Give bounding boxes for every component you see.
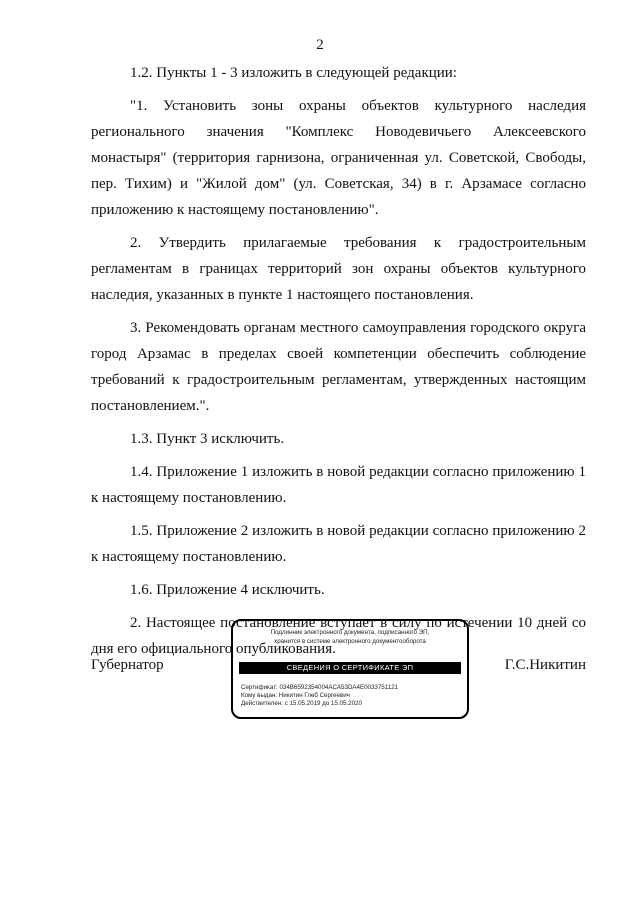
paragraph-item-1: "1. Установить зоны охраны объектов культурного наследия регионального значения "Комплекс Новодевичьего Алексеевского монастыря" (территория гарнизона, ограниченная ул. Советской, Свободы, пер. Тихим) и "Жилой дом" (ул. Советская, 34) в г. Арзамасе согласно приложению к настоящему постановлению".: [91, 98, 586, 218]
paragraph-1-6: 1.6. Приложение 4 исключить.: [130, 582, 325, 598]
signatory-position: Губернатор: [91, 657, 164, 673]
paragraph-1-5: 1.5. Приложение 2 изложить в новой редакции согласно приложению 2 к настоящему постановлению.: [91, 523, 586, 565]
stamp-header-line-2: хранится в системе электронного документооборота: [274, 638, 426, 645]
stamp-header: [233, 628, 467, 646]
paragraph-1-2: 1.2. Пункты 1 - 3 изложить в следующей редакции:: [130, 65, 457, 81]
page-number: 2: [316, 37, 324, 53]
paragraph-2: 2. Настоящее постановление вступает в силу по истечении 10 дней со дня его официального опубликования.: [91, 615, 586, 657]
stamp-title-bar: СВЕДЕНИЯ О СЕРТИФИКАТЕ ЭП: [239, 662, 461, 674]
paragraph-1-4: 1.4. Приложение 1 изложить в новой редакции согласно приложению 1 к настоящему постановлению.: [91, 464, 586, 506]
document-body: [91, 60, 586, 662]
stamp-validity: Действителен: с 15.05.2019 до 15.05.2020: [241, 700, 362, 707]
paragraph-1-3: 1.3. Пункт 3 исключить.: [130, 431, 285, 447]
electronic-signature-stamp: [231, 619, 469, 719]
stamp-issued-to: Кому выдан: Никитин Глеб Сергеевич: [241, 692, 350, 699]
stamp-header-line-1: Подлинник электронного документа, подписанного ЭП,: [270, 629, 430, 636]
stamp-certificate-number: Сертификат: 034B6592354004ACA53DA4E0033751121: [241, 684, 399, 691]
paragraph-item-3: 3. Рекомендовать органам местного самоуправления городского округа город Арзамас в пределах своей компетенции обеспечить соблюдение требований к градостроительным регламентам, утвержденных настоящим постановлением.".: [91, 320, 586, 414]
signatory-name: Г.С.Никитин: [504, 657, 586, 673]
paragraph-item-2: 2. Утвердить прилагаемые требования к градостроительным регламентам в границах территорий зон охраны объектов культурного наследия, указанных в пункте 1 настоящего постановления.: [91, 235, 586, 303]
stamp-certificate-info: [241, 684, 398, 708]
